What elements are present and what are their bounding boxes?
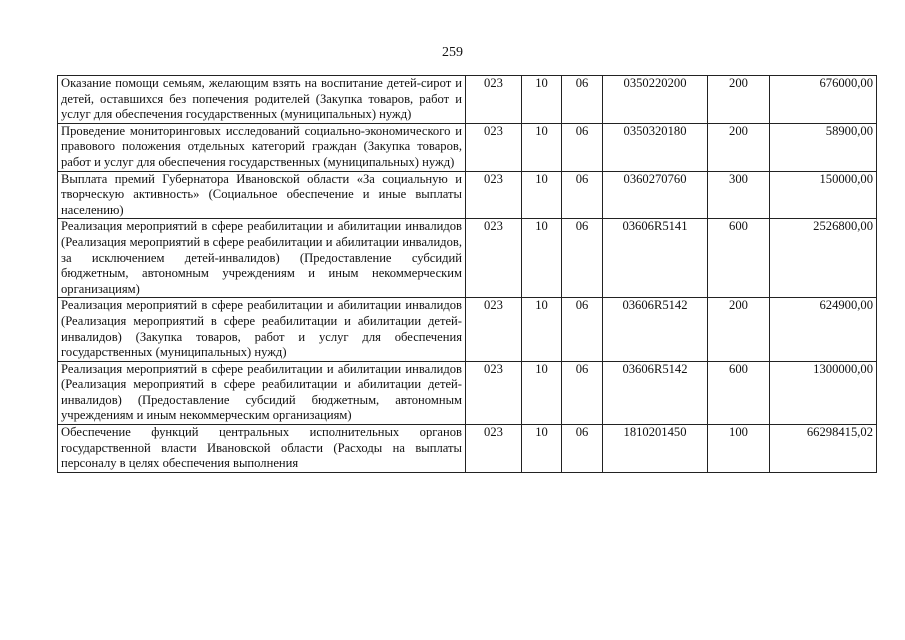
row-section-code: 10 (522, 298, 562, 361)
row-expense-type: 300 (708, 171, 770, 219)
row-grbs-code: 023 (466, 425, 522, 473)
row-section-code: 10 (522, 171, 562, 219)
row-description: Оказание помощи семьям, желающим взять на воспитание детей-сирот и детей, оставшихся без попечения родителей (Закупка товаров, работ и услуг для обеспечения государственных (муниципальных) нужд) (58, 76, 466, 124)
row-subsection-code: 06 (562, 298, 603, 361)
budget-table (57, 75, 877, 473)
row-expense-type: 200 (708, 76, 770, 124)
row-target-article: 03606R5142 (603, 361, 708, 424)
row-expense-type: 200 (708, 298, 770, 361)
row-description: Проведение мониторинговых исследований социально-экономического и правового положения отдельных категорий граждан (Закупка товаров, работ и услуг для обеспечения государственных (муниципальных) нужд) (58, 123, 466, 171)
row-description: Реализация мероприятий в сфере реабилитации и абилитации инвалидов (Реализация мероприятий в сфере реабилитации и абилитации детей-инвалидов) (Закупка товаров, работ и услуг для обеспечения государственных (муниципальных) нужд) (58, 298, 466, 361)
row-section-code: 10 (522, 123, 562, 171)
row-amount: 58900,00 (770, 123, 877, 171)
row-grbs-code: 023 (466, 171, 522, 219)
row-expense-type: 200 (708, 123, 770, 171)
row-amount: 676000,00 (770, 76, 877, 124)
row-target-article: 1810201450 (603, 425, 708, 473)
row-section-code: 10 (522, 76, 562, 124)
row-description: Выплата премий Губернатора Ивановской области «За социальную и творческую активность» (Социальное обеспечение и иные выплаты населению) (58, 171, 466, 219)
table-row (58, 171, 877, 219)
row-target-article: 03606R5142 (603, 298, 708, 361)
row-grbs-code: 023 (466, 298, 522, 361)
page-number: 259 (442, 45, 463, 60)
row-section-code: 10 (522, 219, 562, 298)
row-subsection-code: 06 (562, 76, 603, 124)
row-grbs-code: 023 (466, 361, 522, 424)
row-grbs-code: 023 (466, 219, 522, 298)
row-amount: 2526800,00 (770, 219, 877, 298)
row-target-article: 03606R5141 (603, 219, 708, 298)
table-row (58, 76, 877, 124)
row-subsection-code: 06 (562, 361, 603, 424)
row-amount: 66298415,02 (770, 425, 877, 473)
row-description: Реализация мероприятий в сфере реабилитации и абилитации инвалидов (Реализация мероприятий в сфере реабилитации и абилитации детей-инвалидов) (Предоставление субсидий бюджетным, автономным учреждениям и иным некоммерческим организациям) (58, 361, 466, 424)
row-subsection-code: 06 (562, 123, 603, 171)
row-expense-type: 600 (708, 361, 770, 424)
table-row (58, 123, 877, 171)
row-subsection-code: 06 (562, 425, 603, 473)
row-section-code: 10 (522, 425, 562, 473)
row-amount: 624900,00 (770, 298, 877, 361)
row-amount: 1300000,00 (770, 361, 877, 424)
row-expense-type: 600 (708, 219, 770, 298)
row-section-code: 10 (522, 361, 562, 424)
row-target-article: 0350320180 (603, 123, 708, 171)
table-row (58, 298, 877, 361)
row-subsection-code: 06 (562, 171, 603, 219)
row-grbs-code: 023 (466, 123, 522, 171)
row-target-article: 0350220200 (603, 76, 708, 124)
row-target-article: 0360270760 (603, 171, 708, 219)
row-amount: 150000,00 (770, 171, 877, 219)
row-description: Обеспечение функций центральных исполнительных органов государственной власти Ивановской области (Расходы на выплаты персоналу в целях обеспечения выполнения (58, 425, 466, 473)
row-expense-type: 100 (708, 425, 770, 473)
row-description: Реализация мероприятий в сфере реабилитации и абилитации инвалидов (Реализация мероприятий в сфере реабилитации и абилитации инвалидов, за исключением детей-инвалидов) (Предоставление субсидий бюджетным, автономным учреждениям и иным некоммерческим организациям) (58, 219, 466, 298)
row-grbs-code: 023 (466, 76, 522, 124)
row-subsection-code: 06 (562, 219, 603, 298)
table-row (58, 219, 877, 298)
table-row (58, 361, 877, 424)
table-row (58, 425, 877, 473)
